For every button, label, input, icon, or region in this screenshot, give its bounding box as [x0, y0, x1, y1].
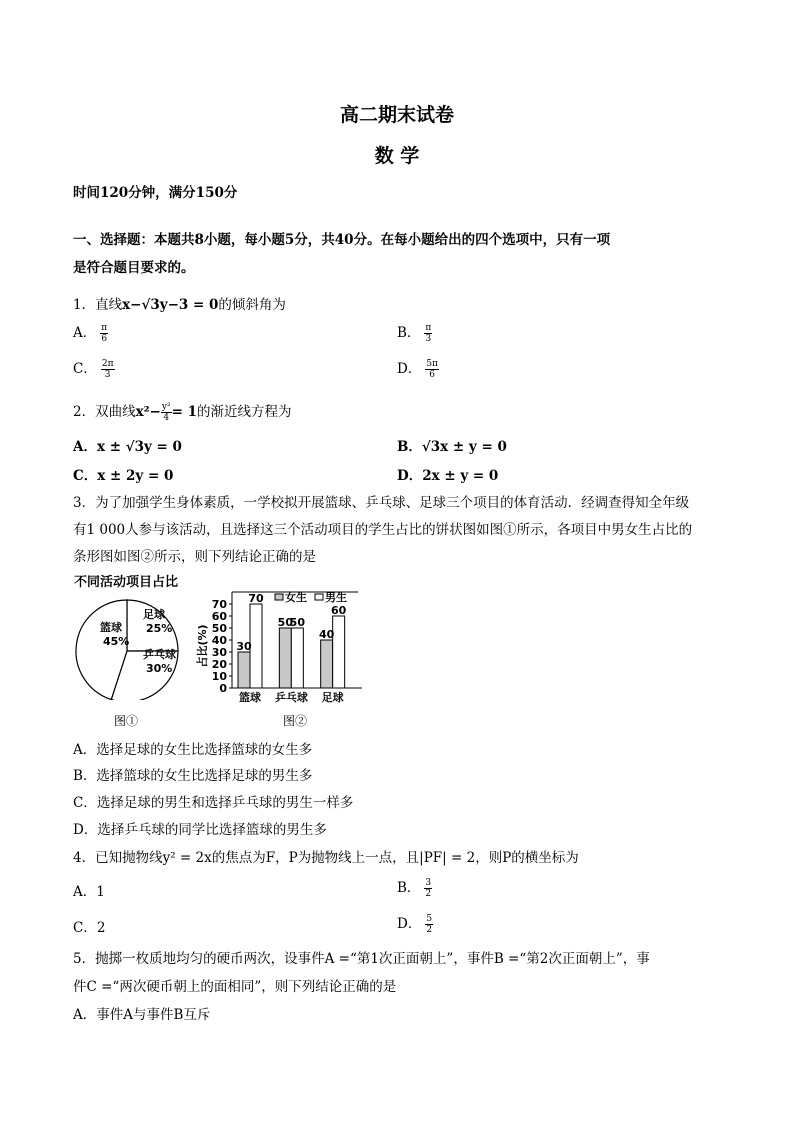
- time-info: 时间120分钟，满分150分: [73, 185, 238, 201]
- q4-option-a[interactable]: A．1: [73, 884, 105, 900]
- legend-label-0: 女生: [285, 591, 307, 604]
- legend-label-1: 男生: [325, 591, 347, 604]
- figure-1-caption: 图①: [114, 714, 139, 728]
- q2-option-b[interactable]: B．√3x ± y = 0: [397, 439, 507, 455]
- pie-value-label-2: 45%: [103, 635, 130, 648]
- bar-2-0: [321, 640, 333, 688]
- q2-option-a[interactable]: A．x ± √3y = 0: [73, 439, 182, 455]
- pie-value-label-0: 25%: [146, 622, 173, 635]
- bar-y-tick-label: 70: [211, 598, 227, 611]
- q5-option-a[interactable]: A．事件A与事件B互斥: [73, 1007, 211, 1023]
- q4-stem: 4．已知抛物线y² = 2x的焦点为F，P为抛物线上一点，且|PF| = 2，则P的横坐标为: [73, 850, 579, 866]
- q1-option-d[interactable]: D． $\frac{5\pi}{6}$: [397, 359, 438, 380]
- q4-option-b[interactable]: B． $\frac{3}{2}$: [397, 878, 432, 899]
- q1-equation: x−√3y−3 = 0: [122, 297, 219, 313]
- q1-option-b[interactable]: B． $\frac{\pi}{3}$: [397, 323, 432, 344]
- legend-swatch-1: [315, 594, 323, 600]
- bar-data-label: 30: [236, 640, 252, 653]
- bar-y-tick-label: 0: [219, 682, 227, 695]
- bar-y-tick-label: 10: [211, 670, 227, 683]
- bar-0-0: [238, 652, 250, 688]
- q1-stem: 1．直线x−√3y−3 = 0的倾斜角为: [73, 297, 286, 313]
- bar-1-1: [291, 628, 303, 688]
- bar-y-tick-label: 40: [211, 634, 227, 647]
- pie-chart: [66, 570, 206, 700]
- subject-title: 数 学: [374, 145, 420, 167]
- q3-option-b[interactable]: B．选择篮球的女生比选择足球的男生多: [73, 768, 313, 784]
- exam-title: 高二期末试卷: [339, 104, 454, 126]
- q3-option-a[interactable]: A．选择足球的女生比选择篮球的女生多: [73, 742, 313, 758]
- q2-option-c[interactable]: C．x ± 2y = 0: [73, 468, 174, 484]
- bar-y-label: 占比(%): [196, 624, 209, 668]
- bar-category-label: 乒乓球: [274, 691, 308, 704]
- pie-label-1: 乒乓球: [143, 648, 176, 661]
- q3-stem-line1: 3．为了加强学生身体素质，一学校拟开展篮球、乒乓球、足球三个项目的体育活动．经调查得知全年级: [73, 495, 690, 511]
- q3-option-c[interactable]: C．选择足球的男生和选择乒乓球的男生一样多: [73, 795, 354, 811]
- pie-value-label-1: 30%: [146, 662, 173, 675]
- q1-option-c[interactable]: C． $\frac{2\pi}{3}$: [73, 359, 114, 380]
- bar-y-tick-label: 30: [211, 646, 227, 659]
- section-heading-line2: 是符合题目要求的。: [73, 260, 195, 276]
- bar-y-tick-label: 60: [211, 610, 227, 623]
- bar-category-label: 篮球: [239, 691, 261, 704]
- section-heading-line1: 一、选择题：本题共8小题，每小题5分，共40分。在每小题给出的四个选项中，只有一项: [73, 232, 611, 248]
- legend-swatch-0: [275, 594, 283, 600]
- q4-option-c[interactable]: C．2: [73, 920, 106, 936]
- q3-option-d[interactable]: D．选择乒乓球的同学比选择篮球的男生多: [73, 822, 327, 838]
- figure-2-caption: 图②: [283, 714, 308, 728]
- bar-data-label: 50: [289, 616, 305, 629]
- bar-chart: [196, 582, 366, 707]
- q3-stem-line2: 有1 000人参与该活动，且选择这三个活动项目的学生占比的饼状图如图①所示，各项目中男女生占比的: [73, 522, 693, 538]
- q5-stem-line2: 件C =“两次硬币朝上的面相同”，则下列结论正确的是: [73, 979, 397, 995]
- bar-data-label: 70: [248, 592, 264, 605]
- bar-1-0: [279, 628, 291, 688]
- q2-option-d[interactable]: D．2x ± y = 0: [397, 468, 499, 484]
- bar-0-1: [250, 604, 262, 688]
- bar-category-label: 足球: [321, 691, 344, 704]
- pie-label-0: 足球: [143, 608, 165, 621]
- q3-stem-line3: 条形图如图②所示，则下列结论正确的是: [73, 549, 316, 565]
- q5-stem-line1: 5．抛掷一枚质地均匀的硬币两次，设事件A =“第1次正面朝上”，事件B =“第2次正面朝上”，事: [73, 951, 650, 967]
- bar-data-label: 50: [277, 616, 293, 629]
- bar-2-1: [333, 616, 345, 688]
- pie-chart-title: 不同活动项目占比: [74, 575, 179, 590]
- q4-option-d[interactable]: D． $\frac{5}{2}$: [397, 914, 433, 935]
- q1-option-a[interactable]: A． $\frac{\pi}{6}$: [73, 323, 108, 344]
- bar-y-tick-label: 20: [211, 658, 227, 671]
- q2-stem: 2．双曲线x²− $\frac{\text{y²}}{4}$ = 1的渐近线方程为: [73, 402, 292, 423]
- pie-label-2: 篮球: [100, 621, 122, 634]
- bar-data-label: 40: [319, 628, 335, 641]
- bar-data-label: 60: [331, 604, 347, 617]
- bar-y-tick-label: 50: [211, 622, 227, 635]
